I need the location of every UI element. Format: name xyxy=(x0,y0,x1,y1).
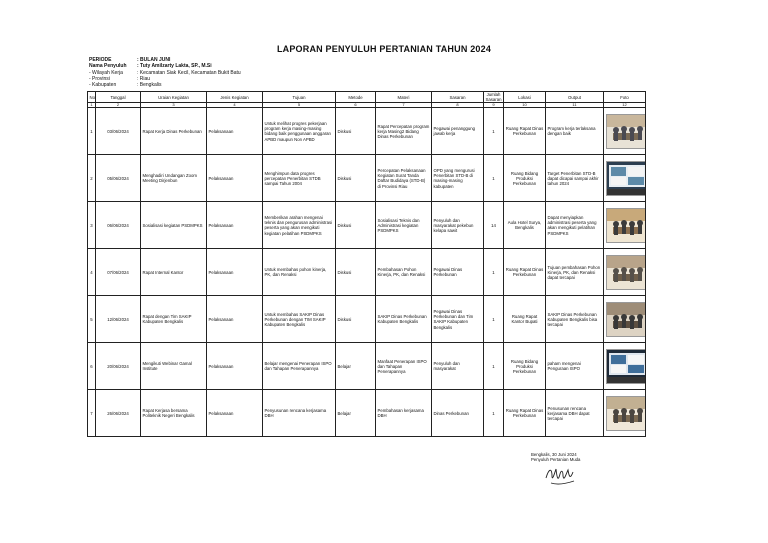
row-photo-cell xyxy=(604,155,646,202)
row-material: Pembahasan kerjasama DBH xyxy=(376,390,432,437)
row-method: Diskusi xyxy=(336,108,376,155)
row-method: Diskusi xyxy=(336,202,376,249)
meta-value: : Tuty Amilzarty Lakta, SP., M.Si xyxy=(137,63,212,70)
column-number: 7 xyxy=(376,103,432,108)
column-header: Jumlah Sasaran xyxy=(485,92,502,103)
table-row xyxy=(88,249,646,296)
webinar-photo xyxy=(606,349,646,384)
row-target-count: 1 xyxy=(484,343,504,390)
meta-value: : Bengkalis xyxy=(137,82,162,89)
column-header: Jenis Kegiatan xyxy=(207,92,263,103)
zoom-meeting-photo xyxy=(606,161,646,196)
column-number: 2 xyxy=(96,103,141,108)
meta-key: - Wilayah Kerja xyxy=(89,69,123,76)
row-method: Belajar xyxy=(336,343,376,390)
row-output: Penusunan rencana kerjasama DBH dapat tercapai xyxy=(546,390,604,437)
row-target: Dinas Perkebunan xyxy=(432,390,484,437)
row-purpose: Untuk membahas SAKIP Dinas Perkebunan dengan TIM SAKIP Kabupaten Bengkalis xyxy=(263,296,336,343)
row-purpose: Untuk melihat progres pekerjaan program kerja masing-masing bidang baik penggunaan anggaran APBD maupun Non APBD xyxy=(263,108,336,155)
row-target: Pegawai Dinas Perkebunan xyxy=(432,249,484,296)
table-row xyxy=(88,343,646,390)
activity-table xyxy=(87,91,646,437)
meta-key: - Provinsi xyxy=(89,75,110,82)
row-material: Percepatan Pelaksanaan Kegiatan Surat Tanda Daftar Budidaya (STD-B) di Provinsi Riau xyxy=(376,155,432,202)
row-target: Pegawai Dinas Perkebunan dan Tim SAKIP Kabupaten Bengkalis xyxy=(432,296,484,343)
row-type: Pelaksanaan xyxy=(207,202,263,249)
meeting-room-photo xyxy=(606,114,646,149)
row-number: 4 xyxy=(88,249,96,296)
row-type: Pelaksanaan xyxy=(207,249,263,296)
row-type: Pelaksanaan xyxy=(207,296,263,343)
row-location: Ruang Bidang Produksi Perkebunan xyxy=(504,343,546,390)
column-number: 6 xyxy=(336,103,376,108)
meta-value: : Riau xyxy=(137,75,151,82)
column-header: Foto xyxy=(604,92,646,103)
row-location: Ruang Rapat Dinas Perkebunan xyxy=(504,108,546,155)
row-photo-cell xyxy=(604,202,646,249)
row-activity: Sosialisasi kegiatan PSDMPKS xyxy=(141,202,207,249)
column-header: Lokasi xyxy=(504,92,546,103)
row-method: Diskusi xyxy=(336,155,376,202)
column-number: 10 xyxy=(504,103,546,108)
row-location: Ruang Rapat Dinas Perkebunan xyxy=(504,390,546,437)
row-output: Tujuan pembahasan Pohon Kinerja, PK, dan Renaksi dapat tercapai xyxy=(546,249,604,296)
row-target: Penyuluh dan masyarakat xyxy=(432,343,484,390)
row-photo-cell xyxy=(604,108,646,155)
row-activity: Rapat Kerjasa bersama Politeknik Negeri Bengkalis xyxy=(141,390,207,437)
meta-row xyxy=(89,82,241,88)
column-number: 11 xyxy=(546,103,604,108)
row-photo-cell xyxy=(604,249,646,296)
row-number: 1 xyxy=(88,108,96,155)
row-photo-cell xyxy=(604,390,646,437)
row-date: 07/06/2024 xyxy=(96,249,141,296)
signature-place-date: Bengkalis, 30 Juni 2024 xyxy=(531,452,577,457)
row-target-count: 14 xyxy=(484,202,504,249)
row-target: OPD yang mengurusi Penerbitan STD-B di masing-masing kabupaten xyxy=(432,155,484,202)
row-target: Penyuluh dan masyarakat pekebun kelapa sawit xyxy=(432,202,484,249)
row-location: Ruang Rapat Kantor Bupati xyxy=(504,296,546,343)
row-method: Diskusi xyxy=(336,249,376,296)
row-activity: Rapat dengan Tim SAKIP Kabupaten Bengkalis xyxy=(141,296,207,343)
row-photo-cell xyxy=(604,296,646,343)
meta-key: PERIODE xyxy=(89,57,112,63)
meta-value: : BULAN JUNI xyxy=(137,57,171,63)
row-target-count: 1 xyxy=(484,108,504,155)
column-header: Metode xyxy=(336,92,376,103)
table-header-row xyxy=(88,92,646,103)
row-target: Pegawai penanggung jawab kerja xyxy=(432,108,484,155)
row-target-count: 1 xyxy=(484,390,504,437)
row-output: Dapat menyiapkan administrasi peserta yang akan mengikuti pelatihan PSDMPKS xyxy=(546,202,604,249)
row-material: Sosialisasi Teknis dan Administrasi kegiatan PSDMPKS xyxy=(376,202,432,249)
column-header: Output xyxy=(546,92,604,103)
row-material: Pembahasan Pohon Kinerja, PK, dan Renaksi xyxy=(376,249,432,296)
row-activity: Menghadiri Undangan Zoom Meeting Dirjenbun xyxy=(141,155,207,202)
column-number: 3 xyxy=(141,103,207,108)
row-method: Belajar xyxy=(336,390,376,437)
row-type: Pelaksanaan xyxy=(207,108,263,155)
column-number: 1 xyxy=(88,103,96,108)
report-title: LAPORAN PENYULUH PERTANIAN TAHUN 2024 xyxy=(276,44,492,54)
cooperation-meeting-photo xyxy=(606,396,646,431)
row-material: SAKIP Dinas Perkebunan Kabupaten Bengkalis xyxy=(376,296,432,343)
column-header: Tujuan xyxy=(263,92,336,103)
sakip-meeting-photo xyxy=(606,302,646,337)
row-target-count: 1 xyxy=(484,249,504,296)
socialization-photo xyxy=(606,208,646,243)
row-number: 3 xyxy=(88,202,96,249)
meta-value: : Kecamatan Siak Kecil, Kecamatan Bukit Batu xyxy=(137,69,241,76)
table-row xyxy=(88,155,646,202)
signature-block xyxy=(531,452,580,490)
row-type: Pelaksanaan xyxy=(207,155,263,202)
row-output: paham mengenai Penguraan ISPO xyxy=(546,343,604,390)
row-number: 2 xyxy=(88,155,96,202)
signature-role: Penyuluh Pertanian Muda xyxy=(531,457,581,463)
row-location: Aula Hotel Surya, Bengkalis xyxy=(504,202,546,249)
row-date: 05/06/2024 xyxy=(96,155,141,202)
row-purpose: Menghimpun data progres percepatan Penerbitan STDB sampai Tahun 2004 xyxy=(263,155,336,202)
row-output: SAKIP Dinas Perkebunan Kabupaten Bengkalis bisa tercapai xyxy=(546,296,604,343)
column-number: 5 xyxy=(263,103,336,108)
row-date: 03/06/2024 xyxy=(96,108,141,155)
column-number: 8 xyxy=(432,103,484,108)
handwritten-signature xyxy=(543,464,580,489)
row-number: 5 xyxy=(88,296,96,343)
row-type: Pelaksanaan xyxy=(207,390,263,437)
row-location: Ruang Rapat Dinas Perkebunan xyxy=(504,249,546,296)
row-material: Rapat Percepatan program kerja Masing2 Bidang Dinas Perkebunan xyxy=(376,108,432,155)
row-target-count: 1 xyxy=(484,296,504,343)
row-method: Diskusi xyxy=(336,296,376,343)
row-activity: Rapat Internal Kantor xyxy=(141,249,207,296)
table-row xyxy=(88,202,646,249)
row-target-count: 1 xyxy=(484,155,504,202)
row-date: 26/06/2024 xyxy=(96,390,141,437)
column-header: Materi xyxy=(376,92,432,103)
column-number: 4 xyxy=(207,103,263,108)
row-type: Pelaksanaan xyxy=(207,343,263,390)
row-activity: Rapat Kerja Dinas Perkebunan xyxy=(141,108,207,155)
column-header: Tanggal xyxy=(96,92,141,103)
meta-key: Nama Penyuluh xyxy=(89,63,127,70)
table-row xyxy=(88,296,646,343)
row-output: Target Penerbitan STD-B dapat dicapai sampai akhir tahun 2024 xyxy=(546,155,604,202)
row-purpose: Belajar mengenai Penerapan ISPO dan Tahapan Penerapannya xyxy=(263,343,336,390)
column-header: No xyxy=(88,92,96,103)
row-output: Program kerja terlaksana dengan baik xyxy=(546,108,604,155)
report-meta xyxy=(89,57,241,88)
row-purpose: Untuk membahas pohon kinerja, PK, dan Renaksi xyxy=(263,249,336,296)
row-date: 06/06/2024 xyxy=(96,202,141,249)
row-material: Manfaat Penerapan ISPO dan Tahapan Penerapannya xyxy=(376,343,432,390)
row-purpose: Penyusunan rencana kerjasama DBH xyxy=(263,390,336,437)
row-purpose: Memberikan arahan mengenai teknis dan pengurusan administrasi peserta yang akan mengikuti kegiatan pelatihan PSDMPKS xyxy=(263,202,336,249)
row-location: Ruang Bidang Produksi Perkebunan xyxy=(504,155,546,202)
row-date: 20/06/2024 xyxy=(96,343,141,390)
column-number: 12 xyxy=(604,103,646,108)
row-number: 7 xyxy=(88,390,96,437)
table-body xyxy=(88,108,646,437)
meta-key: - Kabupaten xyxy=(89,82,117,89)
column-number: 9 xyxy=(484,103,504,108)
row-photo-cell xyxy=(604,343,646,390)
row-number: 6 xyxy=(88,343,96,390)
table-row xyxy=(88,108,646,155)
internal-meeting-photo xyxy=(606,255,646,290)
column-header: Uraian Kegiatan xyxy=(141,92,207,103)
column-header: Sasaran xyxy=(432,92,484,103)
table-row xyxy=(88,390,646,437)
row-activity: Mengikuti Webinar Gamal Institute xyxy=(141,343,207,390)
row-date: 12/06/2024 xyxy=(96,296,141,343)
